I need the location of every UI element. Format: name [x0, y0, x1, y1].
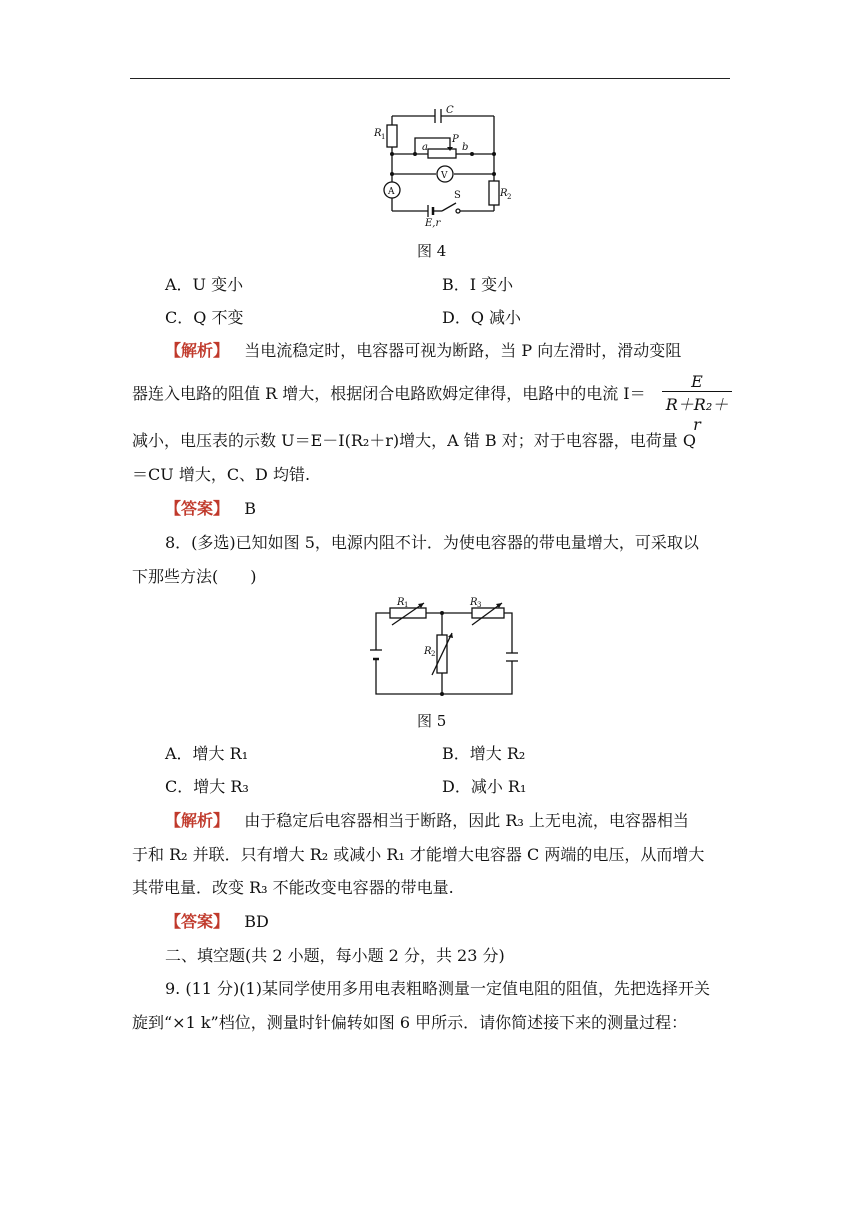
q8-option-b: B．增大 R₂	[442, 744, 526, 763]
label-r3: R	[470, 597, 478, 608]
figure-4-caption: 图 4	[417, 242, 447, 260]
section-heading: 二、填空题(共 2 小题，每小题 2 分，共 23 分)	[165, 946, 505, 965]
label-c: C	[446, 105, 454, 116]
q7-answer: 【答案】 B	[165, 499, 257, 518]
svg-text:3: 3	[477, 601, 482, 609]
label-r2: R	[500, 188, 508, 199]
q8-option-d: D．减小 R₁	[442, 777, 527, 796]
svg-text:1: 1	[381, 133, 386, 141]
analysis-tag: 【解析】	[165, 341, 230, 360]
q7-analysis-line-3: 减小，电压表的示数 U＝E－I(R₂＋r)增大，A 错 B 对；对于电容器，电荷量 Q	[132, 431, 696, 450]
header-rule	[130, 78, 730, 79]
analysis-tag: 【解析】	[165, 811, 230, 830]
figure-5-caption: 图 5	[417, 712, 447, 730]
q7-option-d: D．Q 减小	[442, 308, 522, 327]
svg-text:2: 2	[507, 193, 512, 201]
q8-stem-2: 下那些方法( )	[132, 567, 257, 586]
label-r1: R	[397, 597, 405, 608]
q7-analysis-line-1: 【解析】 当电流稳定时，电容器可视为断路，当 P 向左滑时，滑动变阻	[165, 341, 682, 360]
q8-option-a: A．增大 R₁	[165, 744, 249, 763]
current-fraction: $\frac{E}{\text{R＋R₂＋r}}$	[662, 372, 732, 434]
q7-analysis-line-4: ＝CU 增大，C、D 均错.	[132, 465, 311, 484]
label-s: S	[454, 190, 461, 201]
q9-line-1: 9. (11 分)(1)某同学使用多用电表粗略测量一定值电阻的阻值，先把选择开关	[165, 979, 710, 998]
q8-stem-1: 8．(多选)已知如图 5，电源内阻不计．为使电容器的带电量增大，可采取以	[165, 533, 699, 552]
q8-analysis-line-2: 于和 R₂ 并联．只有增大 R₂ 或减小 R₁ 才能增大电容器 C 两端的电压，从而增大	[132, 845, 705, 864]
q8-analysis-line-1: 【解析】 由于稳定后电容器相当于断路，因此 R₃ 上无电流，电容器相当	[165, 811, 689, 830]
circuit-figure-4	[370, 98, 510, 228]
circuit-figure-5	[360, 595, 530, 700]
q8-option-c: C．增大 R₃	[165, 777, 249, 796]
label-r2: R	[424, 646, 432, 657]
svg-text:1: 1	[404, 601, 409, 609]
svg-text:2: 2	[431, 650, 436, 658]
q7-option-b: B．I 变小	[442, 275, 514, 294]
label-p: P	[452, 134, 459, 145]
answer-tag: 【答案】	[165, 912, 230, 931]
label-er: E,r	[425, 218, 441, 229]
q9-line-2: 旋到“×1 k”档位，测量时针偏转如图 6 甲所示．请你简述接下来的测量过程：	[132, 1013, 688, 1032]
q7-option-a: A．U 变小	[165, 275, 244, 294]
label-a-meter: A	[388, 187, 395, 197]
q8-answer: 【答案】 BD	[165, 912, 269, 931]
q8-analysis-line-3: 其带电量．改变 R₃ 不能改变电容器的带电量.	[132, 878, 454, 897]
answer-tag: 【答案】	[165, 499, 230, 518]
q7-option-c: C．Q 不变	[165, 308, 244, 327]
q7-analysis-line-2: 器连入电路的阻值 R 增大，根据闭合电路欧姆定律得，电路中的电流 I＝	[132, 384, 646, 403]
label-b: b	[462, 142, 469, 153]
label-a: a	[422, 142, 428, 153]
label-r1: R	[374, 128, 382, 139]
label-v: V	[441, 171, 448, 181]
